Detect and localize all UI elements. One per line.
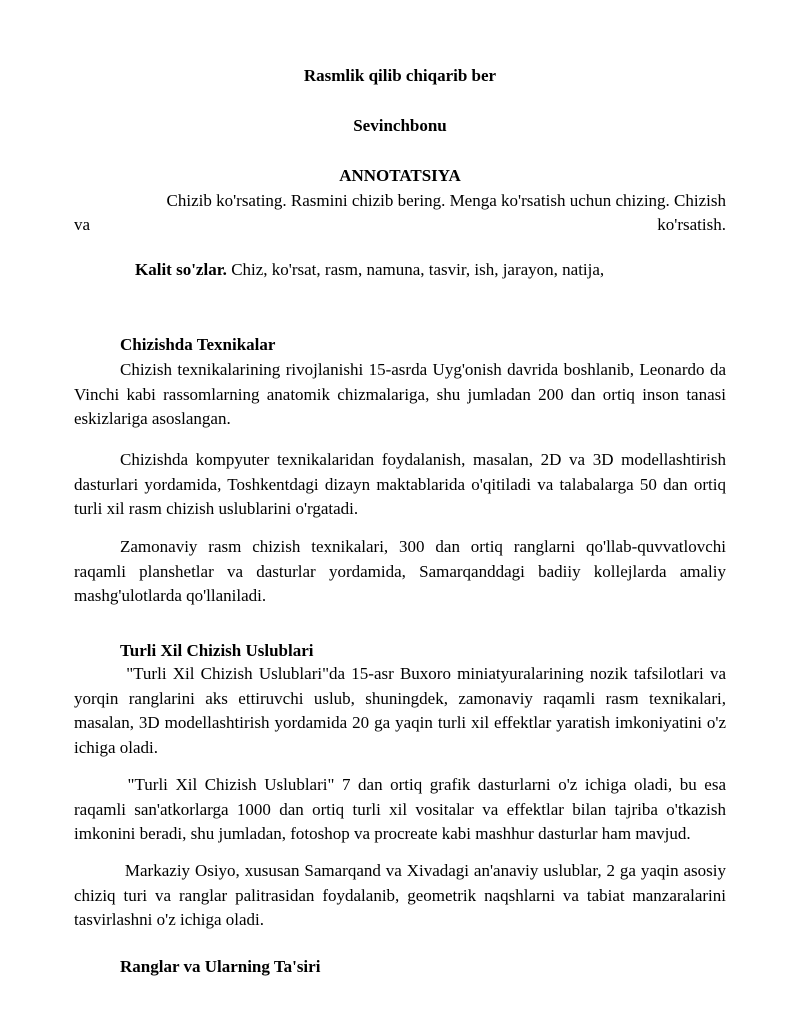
section-2-paragraph-2: "Turli Xil Chizish Uslublari" 7 dan ortiq grafik dasturlarni o'z ichiga oladi, bu esa raqamli san'atkorlarga 1000 dan ortiq turli xil vositalar va effektlar bilan tajriba o'tkazish imkonini beradi, shu jumladan, fotoshop va procreate kabi mashhur dasturlar ham mavjud. [74, 775, 726, 843]
section-heading-styles: Turli Xil Chizish Uslublari [120, 641, 314, 660]
section-heading-colors: Ranglar va Ularning Ta'siri [120, 957, 321, 976]
section-heading-techniques: Chizishda Texnikalar [120, 335, 276, 354]
section-2-paragraph-1: "Turli Xil Chizish Uslublari"da 15-asr Buxoro miniatyuralarining nozik tafsilotlari va yorqin ranglarini aks ettiruvchi uslub, shuningdek, zamonaviy raqamli rasm texnikalari, masalan, 3D modellashtirish yordamida 20 ga yaqin turli xil effektlar yaratish imkoniyatini o'z ichiga oladi. [74, 664, 726, 757]
annotation-heading: ANNOTATSIYA [339, 166, 461, 185]
section-1-paragraph-1: Chizish texnikalarining rivojlanishi 15-asrda Uyg'onish davrida boshlanib, Leonardo da Vinchi kabi rassomlarning anatomik chizmalariga, shu jumladan 200 dan ortiq inson tanasi eskizlariga asoslangan. [74, 360, 726, 428]
keywords-text: Chiz, ko'rsat, rasm, namuna, tasvir, ish, jarayon, natija, [226, 260, 605, 279]
section-1-paragraph-3: Zamonaviy rasm chizish texnikalari, 300 dan ortiq ranglarni qo'llab-quvvatlovchi raqamli planshetlar va dasturlar yordamida, Samarqanddagi badiiy kollejlarda amaliy mashg'ulotlarda qo'llaniladi. [74, 537, 726, 605]
author-name: Sevinchbonu [353, 116, 447, 135]
section-1-paragraph-2: Chizishda kompyuter texnikalaridan foydalanish, masalan, 2D va 3D modellashtirish dasturlari yordamida, Toshkentdagi dizayn maktablarida o'qitiladi va talabalarga 50 dan ortiq turli xil rasm chizish uslublarini o'rgatadi. [74, 450, 726, 518]
annotation-line-1: Chizib ko'rsating. Rasmini chizib bering. Menga ko'rsatish uchun chizing. Chizish [166, 191, 726, 210]
keywords-label: Kalit so'zlar. [135, 260, 227, 279]
annotation-line-2-right: ko'rsatish. [657, 215, 726, 234]
section-2-paragraph-3: Markaziy Osiyo, xususan Samarqand va Xivadagi an'anaviy uslublar, 2 ga yaqin asosiy chiziq turi va ranglar palitrasidan foydalanib, geometrik naqshlarni va tabiat manzaralarini tasvirlashni o'z ichiga oladi. [74, 861, 726, 929]
document-title: Rasmlik qilib chiqarib ber [303, 66, 497, 85]
keywords-line [135, 260, 604, 280]
annotation-line-2-left: va [74, 215, 91, 234]
